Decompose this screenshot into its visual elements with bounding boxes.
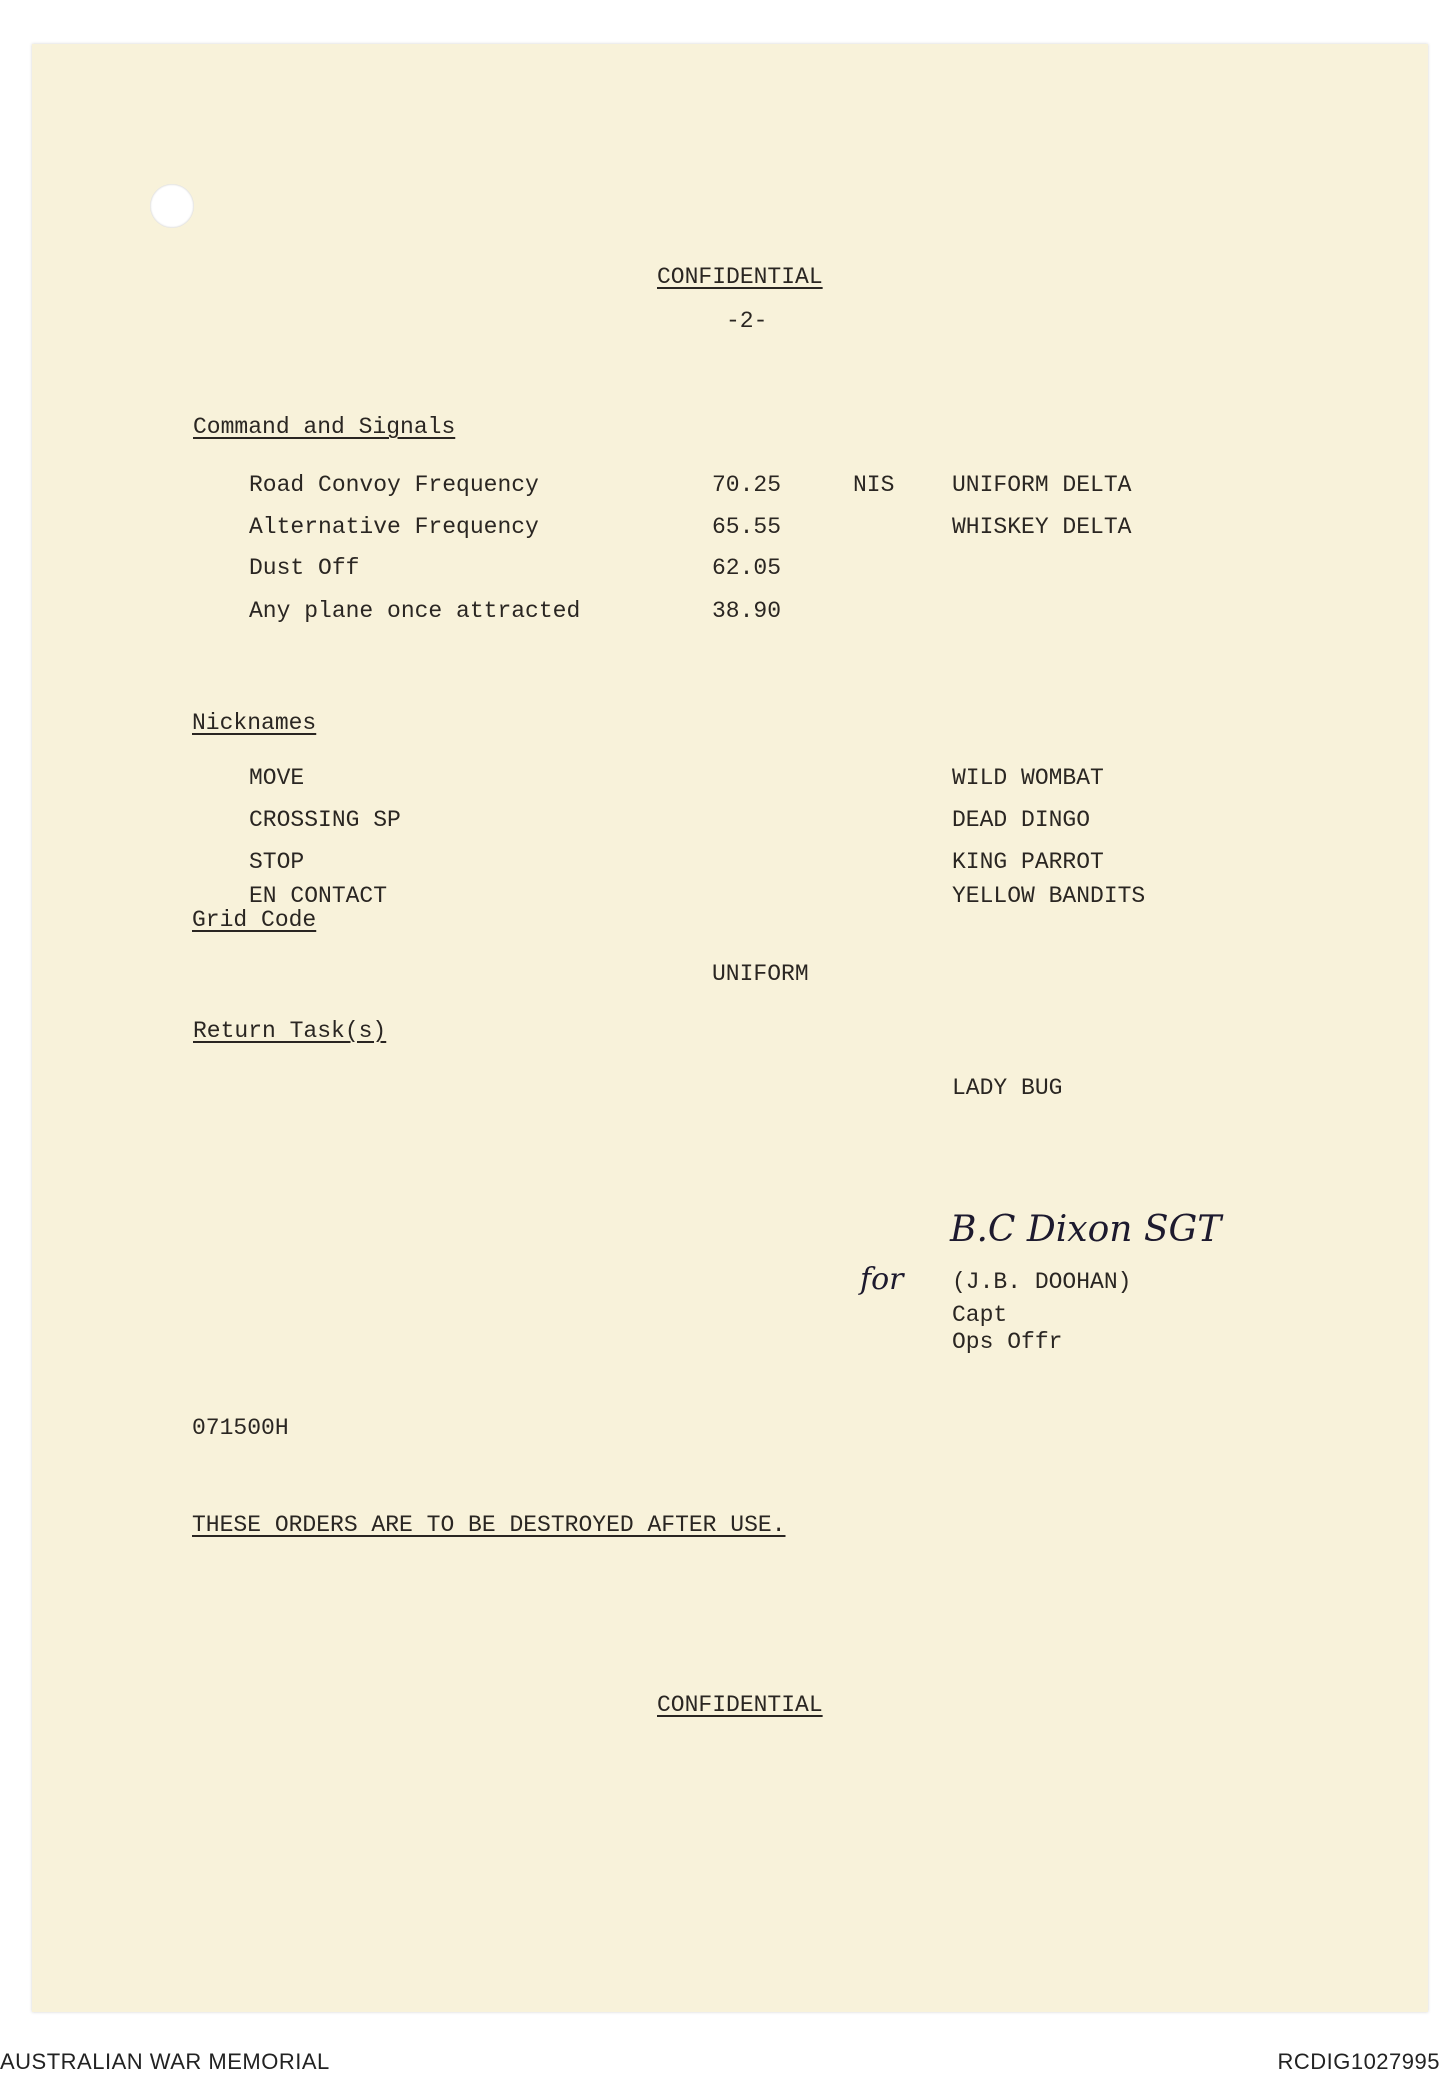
frequency-label: Any plane once attracted [249,598,581,624]
frequency-label: Alternative Frequency [249,514,539,540]
grid-code-value: UNIFORM [712,961,809,987]
command-signals-heading: Command and Signals [193,414,456,440]
punch-hole [150,184,194,228]
callsign: WHISKEY DELTA [952,514,1132,540]
return-tasks-value: LADY BUG [952,1075,1063,1101]
handwritten-signature: B.C Dixon SGT [950,1209,1222,1250]
classification-header: CONFIDENTIAL [657,264,823,290]
nickname-value: YELLOW BANDITS [952,883,1146,909]
callsign: UNIFORM DELTA [952,472,1132,498]
grid-code-heading: Grid Code [192,907,317,933]
signatory-appointment: Ops Offr [952,1329,1063,1355]
nickname-term: MOVE [249,765,305,791]
frequency-label: Road Convoy Frequency [249,472,539,498]
frequency-value: 62.05 [712,555,782,581]
signatory-name: (J.B. DOOHAN) [952,1269,1132,1295]
signatory-rank: Capt [952,1302,1008,1328]
archive-institution: AUSTRALIAN WAR MEMORIAL [0,2049,330,2074]
signature-for-prefix: for [860,1262,904,1297]
frequency-value: 70.25 [712,472,782,498]
nickname-value: DEAD DINGO [952,807,1091,833]
nickname-value: KING PARROT [952,849,1104,875]
frequency-label: Dust Off [249,555,360,581]
return-tasks-heading: Return Task(s) [193,1018,387,1044]
nickname-value: WILD WOMBAT [952,765,1104,791]
nickname-term: EN CONTACT [249,883,388,909]
destroy-notice: THESE ORDERS ARE TO BE DESTROYED AFTER USE. [192,1512,786,1538]
nickname-term: CROSSING SP [249,807,401,833]
classification-footer: CONFIDENTIAL [657,1692,823,1718]
nickname-term: STOP [249,849,305,875]
net-code: NIS [853,472,895,498]
archive-item-id: RCDIG1027995 [1277,2049,1440,2074]
nicknames-heading: Nicknames [192,710,317,736]
date-time-group: 071500H [192,1415,289,1441]
page-number: -2- [726,308,768,334]
frequency-value: 65.55 [712,514,782,540]
frequency-value: 38.90 [712,598,782,624]
